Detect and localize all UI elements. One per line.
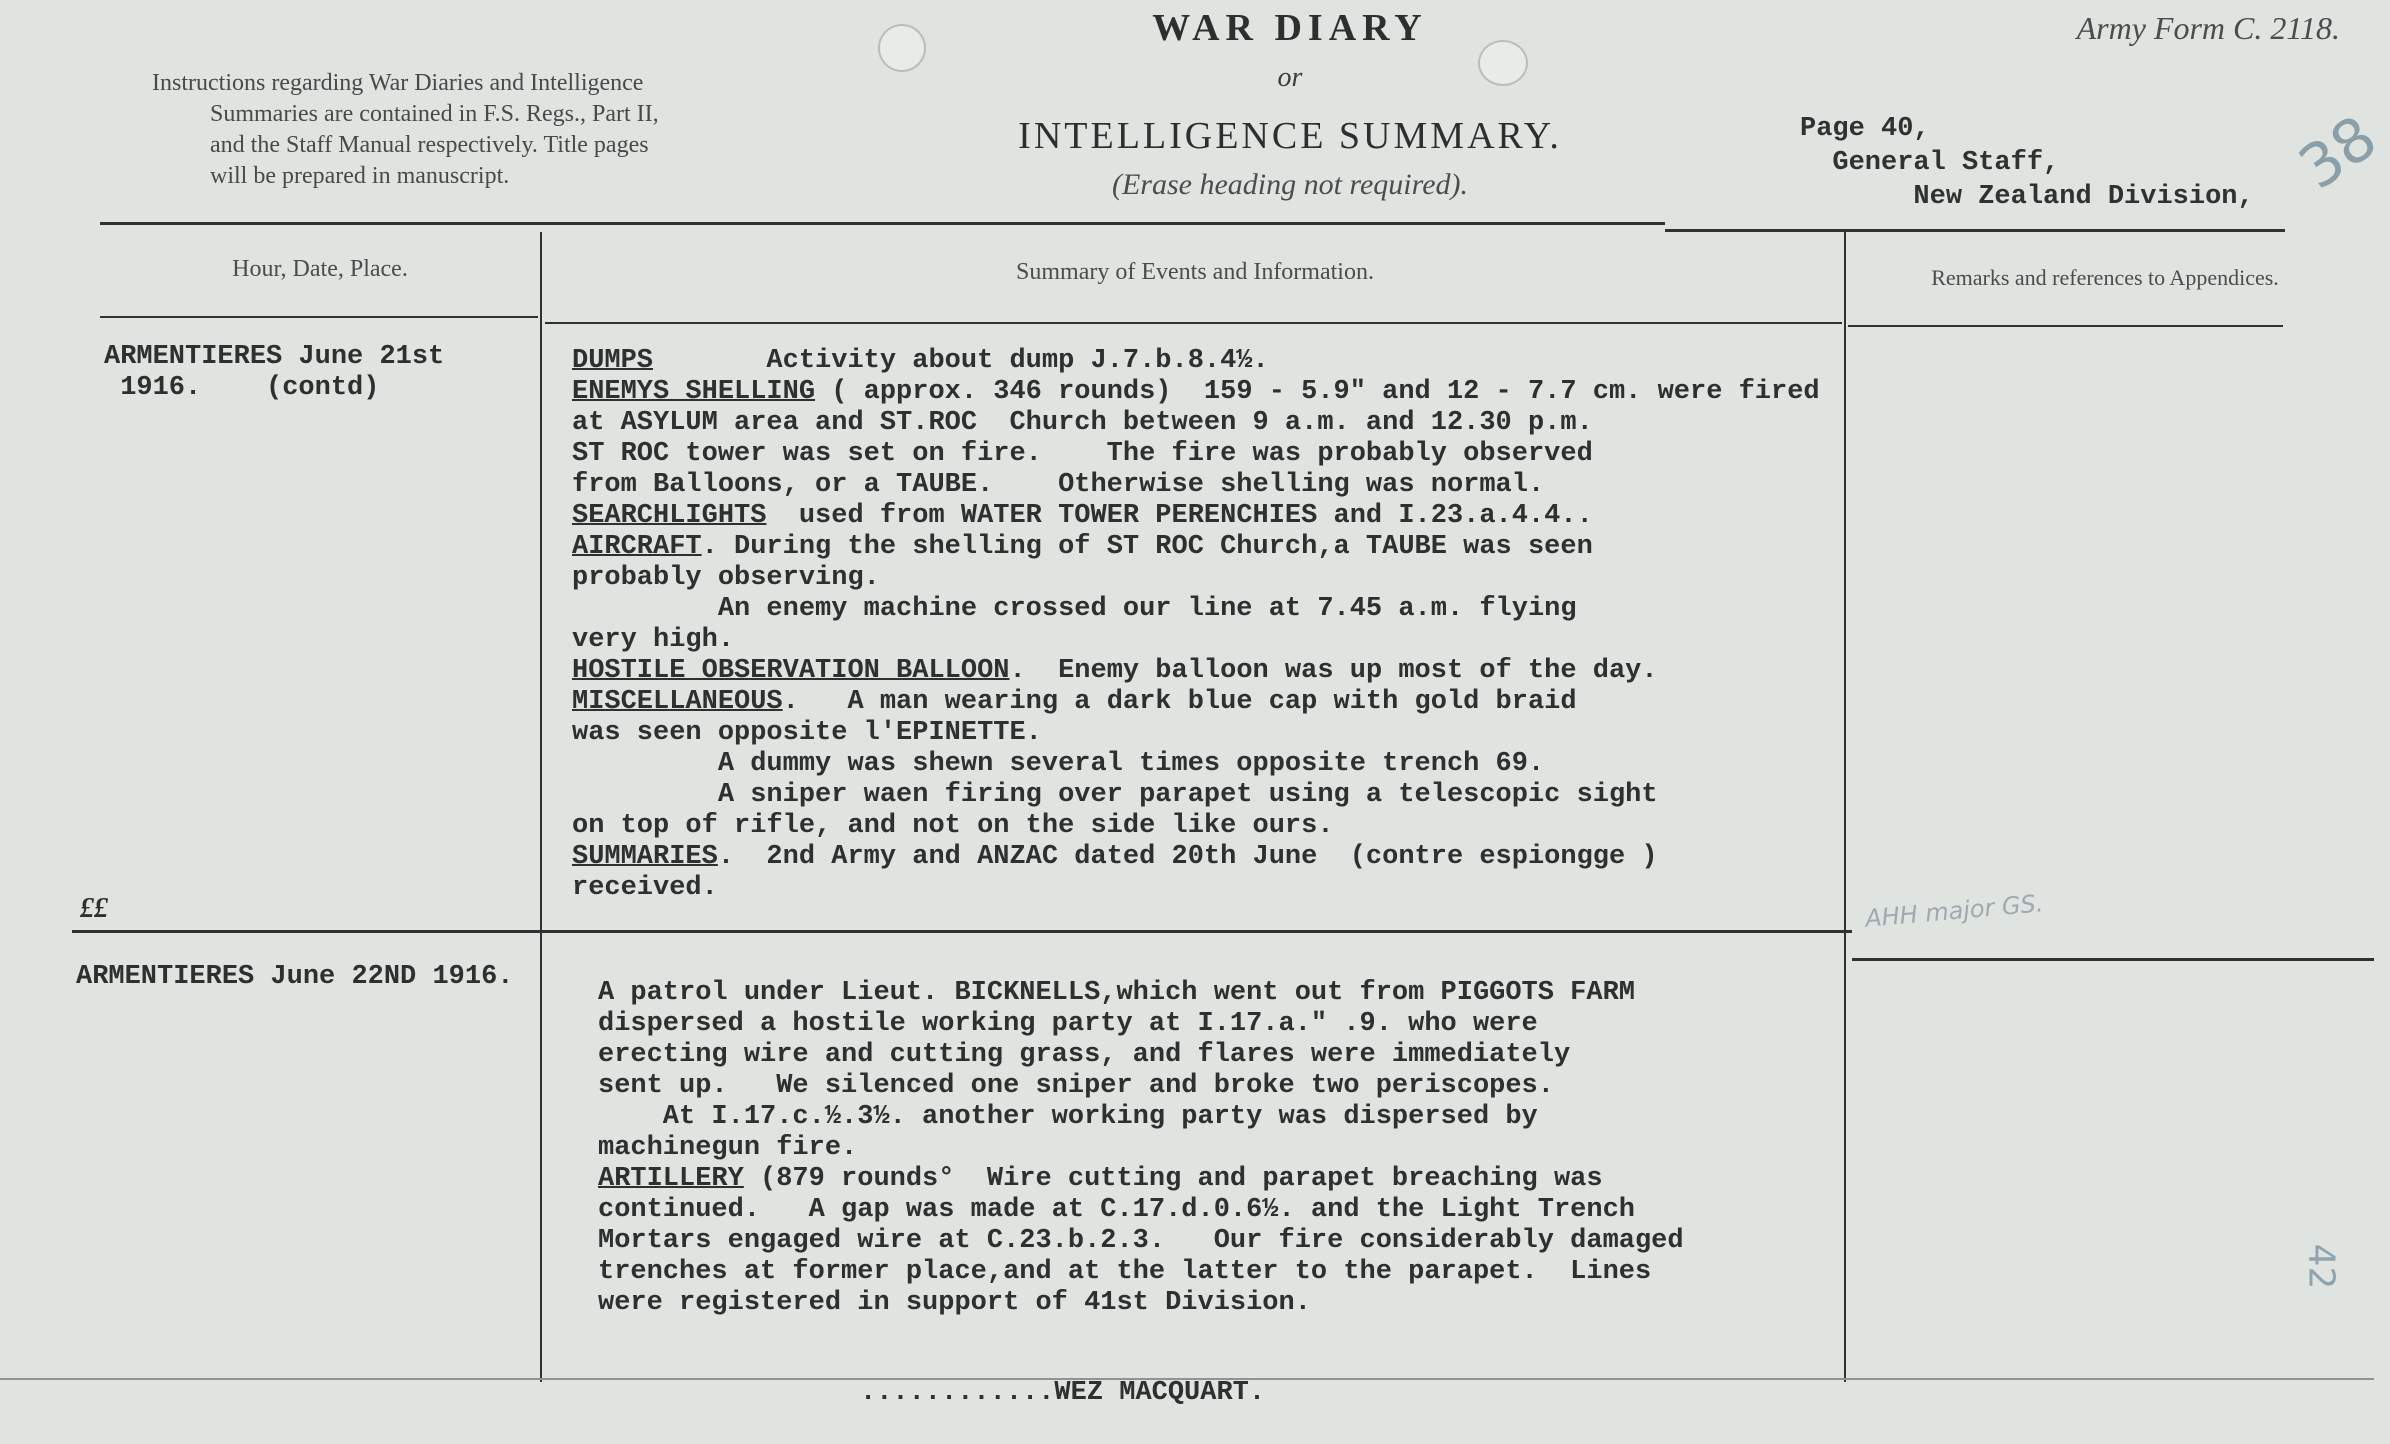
summary-line [572, 656, 1820, 687]
unit-staff: General Staff, [1832, 148, 2060, 178]
summary-text: machinegun fire. [598, 1133, 858, 1163]
section-heading: ENEMYS SHELLING [572, 377, 816, 407]
summary-line [572, 346, 1820, 377]
summary-line [572, 718, 1820, 749]
summary-text: erecting wire and cutting grass, and flares were immediately [598, 1040, 1571, 1070]
summary-text: were registered in support of 41st Division. [598, 1288, 1311, 1318]
summary-text: continued. A gap was made at C.17.d.0.6½. and the Light Trench [598, 1195, 1635, 1225]
instructions-line: Instructions regarding War Diaries and Intelligence [152, 70, 644, 96]
summary-line [598, 1133, 1684, 1164]
summary-text: ST ROC tower was set on fire. The fire was probably observed [572, 439, 1593, 469]
summary-line [572, 749, 1820, 780]
summary-line [598, 1257, 1684, 1288]
summary-line [598, 1195, 1684, 1226]
header-rule-right [1665, 229, 2285, 232]
unit-division: New Zealand Division, [1913, 182, 2254, 212]
summary-text: (879 rounds° Wire cutting and parapet breaching was [743, 1164, 1603, 1194]
column-divider-1 [540, 232, 542, 1382]
summary-line [572, 563, 1820, 594]
summary-line [572, 842, 1820, 873]
instructions-line: Summaries are contained in F.S. Regs., Part II, [210, 101, 659, 127]
instructions-line: and the Staff Manual respectively. Title pages [210, 132, 649, 158]
section-heading: HOSTILE OBSERVATION BALLOON [572, 656, 1010, 686]
summary-text: probably observing. [572, 563, 880, 593]
summary-text: ( approx. 346 rounds) 159 - 5.9" and 12 - 7.7 cm. were fired [815, 377, 1820, 407]
summary-text: received. [572, 873, 718, 903]
army-form-number: Army Form C. 2118. [2076, 10, 2340, 46]
section-heading: SUMMARIES [572, 842, 718, 872]
title-intelligence-summary: INTELLIGENCE SUMMARY. [1018, 115, 1562, 157]
section-heading: SEARCHLIGHTS [572, 501, 767, 531]
subheader-rule-2 [545, 322, 1842, 324]
summary-text: on top of rifle, and not on the side like ours. [572, 811, 1334, 841]
entry-separator [72, 930, 1852, 933]
summary-line [598, 1071, 1684, 1102]
subheader-rule-1 [100, 316, 538, 318]
summary-text: used from WATER TOWER PERENCHIES and I.23.a.4.4.. [766, 501, 1593, 531]
summary-text: sent up. We silenced one sniper and broke two periscopes. [598, 1071, 1554, 1101]
summary-line [572, 780, 1820, 811]
summary-line [572, 625, 1820, 656]
signature-initials: ££ [80, 893, 108, 924]
entry-2-summary [598, 978, 1684, 1319]
title-or: or [1277, 62, 1303, 93]
summary-text: . During the shelling of ST ROC Church,a TAUBE was seen [701, 532, 1593, 562]
summary-line [572, 377, 1820, 408]
summary-line [598, 1040, 1684, 1071]
section-heading: ARTILLERY [598, 1164, 744, 1194]
bottom-partial-text: ............WEZ MACQUART. [860, 1378, 1266, 1408]
summary-line [572, 873, 1820, 904]
header-rule [100, 222, 1665, 225]
summary-text: A dummy was shewn several times opposite trench 69. [572, 749, 1545, 779]
margin-number-top: 38 [2286, 102, 2390, 204]
column-heading-hour-date-place: Hour, Date, Place. [232, 256, 408, 282]
summary-line [572, 594, 1820, 625]
summary-text: A sniper waen firing over parapet using a telescopic sight [572, 780, 1658, 810]
entry-1-summary [572, 346, 1820, 904]
summary-text: was seen opposite l'EPINETTE. [572, 718, 1042, 748]
column-heading-remarks: Remarks and references to Appendices. [1931, 265, 2279, 290]
section-heading: MISCELLANEOUS [572, 687, 783, 717]
punch-hole-left [878, 24, 926, 72]
summary-line [598, 978, 1684, 1009]
summary-line [572, 408, 1820, 439]
summary-line [572, 687, 1820, 718]
entry-2-place: ARMENTIERES June 22ND 1916. [76, 962, 514, 992]
summary-line [572, 501, 1820, 532]
summary-text: Mortars engaged wire at C.23.b.2.3. Our fire considerably damaged [598, 1226, 1684, 1256]
summary-line [572, 811, 1820, 842]
pencil-annotation: AHH major GS. [1864, 889, 2045, 933]
summary-text: trenches at former place,and at the latter to the parapet. Lines [598, 1257, 1652, 1287]
entry-separator-right [1852, 958, 2374, 961]
page-info [1800, 112, 2254, 214]
summary-line [572, 439, 1820, 470]
summary-text: from Balloons, or a TAUBE. Otherwise shelling was normal. [572, 470, 1545, 500]
section-heading: DUMPS [572, 346, 654, 376]
summary-text: At I.17.c.½.3½. another working party was dispersed by [598, 1102, 1538, 1132]
summary-line [572, 470, 1820, 501]
summary-text: A patrol under Lieut. BICKNELLS,which went out from PIGGOTS FARM [598, 978, 1635, 1008]
summary-text: . A man wearing a dark blue cap with gold braid [782, 687, 1577, 717]
title-erase-note: (Erase heading not required). [1111, 168, 1469, 201]
summary-text: Activity about dump J.7.b.8.4½. [653, 346, 1269, 376]
summary-text: An enemy machine crossed our line at 7.45 a.m. flying [572, 594, 1577, 624]
entry-1-place-date [104, 342, 444, 404]
summary-text: very high. [572, 625, 735, 655]
summary-line [598, 1226, 1684, 1257]
summary-text: . Enemy balloon was up most of the day. [1009, 656, 1658, 686]
page-number: Page 40, [1800, 114, 1930, 144]
instructions-line: will be prepared in manuscript. [210, 163, 510, 189]
entry-1-date: 1916. (contd) [120, 373, 380, 403]
column-heading-summary: Summary of Events and Information. [1016, 259, 1374, 285]
column-divider-2 [1844, 232, 1846, 1382]
margin-number-bottom: 42 [2300, 1243, 2342, 1290]
entry-1-place: ARMENTIERES June 21st [104, 342, 445, 372]
summary-text: at ASYLUM area and ST.ROC Church between 9 a.m. and 12.30 p.m. [572, 408, 1593, 438]
summary-text: . 2nd Army and ANZAC dated 20th June (contre espiongge ) [717, 842, 1658, 872]
summary-line [598, 1164, 1684, 1195]
instructions-text [152, 68, 792, 192]
summary-line [598, 1288, 1684, 1319]
entry-2-place-date [76, 962, 513, 993]
title-war-diary: WAR DIARY [1152, 7, 1428, 49]
summary-line [598, 1009, 1684, 1040]
section-heading: AIRCRAFT [572, 532, 702, 562]
summary-line [572, 532, 1820, 563]
subheader-rule-3 [1848, 325, 2283, 327]
summary-text: dispersed a hostile working party at I.17.a." .9. who were [598, 1009, 1538, 1039]
summary-line [598, 1102, 1684, 1133]
